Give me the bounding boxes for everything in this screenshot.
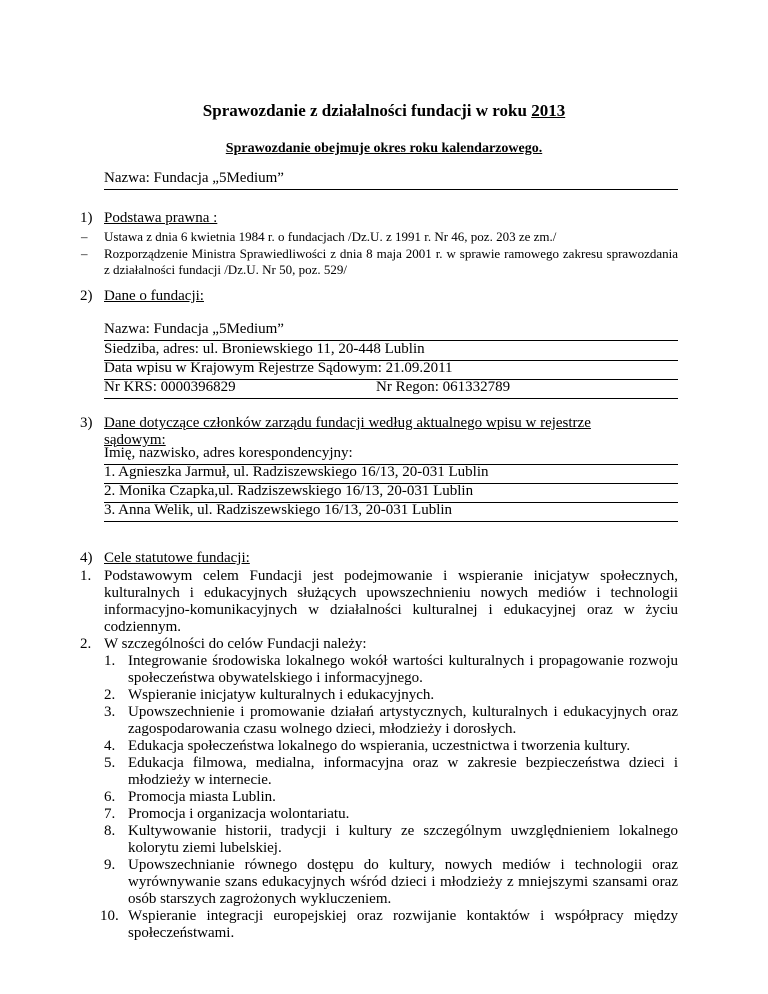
section-3-label: Dane dotyczące członków zarządu fundacji według aktualnego wpisu w rejestrze xyxy=(104,415,591,431)
legal-basis-item xyxy=(81,246,678,278)
registry-date-row: Data wpisu w Krajowym Rejestrze Sądowym: 21.09.2011 xyxy=(104,359,678,380)
foundation-name-row: Nazwa: Fundacja „5Medium” xyxy=(104,320,678,341)
board-member-row: 1. Agnieszka Jarmuł, ul. Radziszewskiego 16/13, 20-031 Lublin xyxy=(104,463,678,484)
statutory-paragraph-2 xyxy=(80,636,678,653)
section-3-heading xyxy=(80,414,678,432)
goal-item xyxy=(104,704,678,738)
goal-number: 2. xyxy=(104,687,116,703)
paragraph-number: 1. xyxy=(80,568,92,584)
legal-basis-text: Ustawa z dnia 6 kwietnia 1984 r. o fundacjach /Dz.U. z 1991 r. Nr 46, poz. 203 ze zm./ xyxy=(104,229,557,244)
section-3-number: 3) xyxy=(80,415,93,431)
foundation-name-line: Nazwa: Fundacja „5Medium” xyxy=(104,169,678,190)
goal-number: 5. xyxy=(104,755,116,771)
page-title xyxy=(0,101,768,121)
section-4-number: 4) xyxy=(80,550,93,566)
goal-number: 10. xyxy=(100,908,119,924)
goal-text: Integrowanie środowiska lokalnego wokół wartości kulturalnych i propagowanie rozwoju społeczeństwa obywatelskiego i informacyjnego. xyxy=(128,653,678,686)
paragraph-text: Podstawowym celem Fundacji jest podejmowanie i wspieranie inicjatyw społecznych, kulturalnych i edukacyjnych służących upowszechnieniu nowych mediów i technologii informacyjno-komunikacyjnych w działalności kulturalnej i edukacyjnej oraz w życiu codziennym. xyxy=(104,568,678,635)
title-year: 2013 xyxy=(531,101,566,120)
krs-regon-row xyxy=(104,378,678,399)
section-2-heading xyxy=(80,287,680,305)
title-text: Sprawozdanie z działalności fundacji w roku xyxy=(202,101,527,120)
goal-item xyxy=(104,687,678,704)
goal-text: Edukacja filmowa, medialna, informacyjna oraz w zakresie bezpieczeństwa dzieci i młodzieży w internecie. xyxy=(128,755,678,788)
dash-bullet: – xyxy=(81,246,88,261)
goal-text: Kultywowanie historii, tradycji i kultury ze szczególnym uwzględnieniem lokalnego kolorytu ziemi lubelskiej. xyxy=(128,823,678,856)
goal-item xyxy=(104,653,678,687)
board-member-row: 2. Monika Czapka,ul. Radziszewskiego 16/13, 20-031 Lublin xyxy=(104,482,678,503)
goal-text: Wspieranie integracji europejskiej oraz rozwijanie kontaktów i współpracy między społeczeństwami. xyxy=(128,908,678,941)
goal-item xyxy=(104,738,678,755)
goal-item xyxy=(104,755,678,789)
paragraph-number: 2. xyxy=(80,636,92,652)
goal-text: Edukacja społeczeństwa lokalnego do wspierania, uczestnictwa i tworzenia kultury. xyxy=(128,738,631,754)
goal-item xyxy=(104,823,678,857)
goal-number: 8. xyxy=(104,823,116,839)
foundation-address-row: Siedziba, adres: ul. Broniewskiego 11, 20-448 Lublin xyxy=(104,340,678,361)
paragraph-text: W szczególności do celów Fundacji należy: xyxy=(104,636,367,652)
statutory-paragraph-1 xyxy=(80,568,678,636)
goal-number: 1. xyxy=(104,653,116,669)
goal-item xyxy=(104,789,678,806)
goal-item xyxy=(104,806,678,823)
section-3-label-cont: sądowym: xyxy=(104,432,166,448)
goal-number: 4. xyxy=(104,738,116,754)
goal-item xyxy=(104,857,678,908)
section-1-heading xyxy=(80,209,680,227)
goal-number: 7. xyxy=(104,806,116,822)
section-4-heading xyxy=(80,549,680,567)
board-header-row: Imię, nazwisko, adres korespondencyjny: xyxy=(104,444,678,465)
goal-number: 6. xyxy=(104,789,116,805)
goal-number: 9. xyxy=(104,857,116,873)
goal-item xyxy=(100,908,678,942)
section-2-number: 2) xyxy=(80,288,93,304)
goal-text: Promocja miasta Lublin. xyxy=(128,789,276,805)
goal-text: Upowszechnianie równego dostępu do kultury, nowych mediów i technologii oraz wyrównywanie szans edukacyjnych wśród dzieci i młodzieży z mniejszymi szansami oraz osób starszych zagrożonych wykluczeniem. xyxy=(128,857,678,907)
legal-basis-item xyxy=(81,229,678,245)
section-1-number: 1) xyxy=(80,210,93,226)
section-4-label: Cele statutowe fundacji: xyxy=(104,550,250,566)
krs-number: Nr KRS: 0000396829 xyxy=(104,379,236,395)
board-member-row: 3. Anna Welik, ul. Radziszewskiego 16/13, 20-031 Lublin xyxy=(104,501,678,522)
regon-number: Nr Regon: 061332789 xyxy=(376,379,511,395)
legal-basis-text: Rozporządzenie Ministra Sprawiedliwości z dnia 8 maja 2001 r. w sprawie ramowego zakresu sprawozdania z działalności fundacji /Dz.U. Nr 50, poz. 529/ xyxy=(104,246,678,277)
dash-bullet: – xyxy=(81,229,88,244)
goal-text: Upowszechnienie i promowanie działań artystycznych, kulturalnych i edukacyjnych oraz zagospodarowania czasu wolnego dzieci, młodzieży i dorosłych. xyxy=(128,704,678,737)
section-1-label: Podstawa prawna : xyxy=(104,210,218,226)
section-2-label: Dane o fundacji: xyxy=(104,288,204,304)
page-subtitle: Sprawozdanie obejmuje okres roku kalendarzowego. xyxy=(225,141,543,156)
goal-text: Promocja i organizacja wolontariatu. xyxy=(128,806,350,822)
goal-text: Wspieranie inicjatyw kulturalnych i edukacyjnych. xyxy=(128,687,435,703)
goal-number: 3. xyxy=(104,704,116,720)
